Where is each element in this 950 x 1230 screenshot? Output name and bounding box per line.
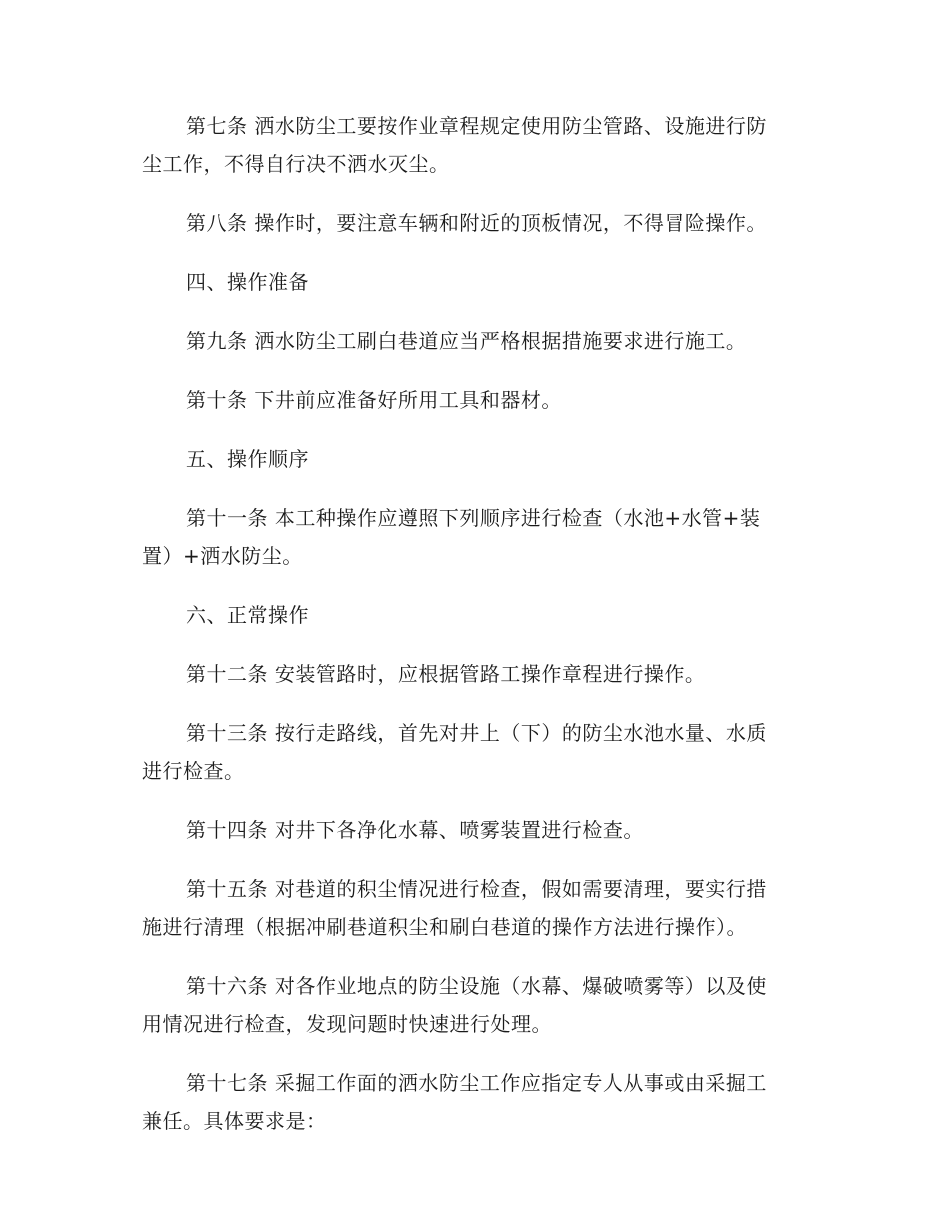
paragraph-article-14: [142, 811, 808, 849]
paragraph-line: 第十七条 采掘工作面的洒水防尘工作应指定专人从事或由采掘工: [186, 1071, 767, 1095]
paragraph-line: 用情况进行检查，发现问题时快速进行处理。: [142, 1012, 552, 1036]
paragraph-article-7: [142, 107, 808, 183]
paragraph-line: 第八条 操作时，要注意车辆和附近的顶板情况，不得冒险操作。: [186, 211, 767, 235]
paragraph-line: 第九条 洒水防尘工刷白巷道应当严格根据措施要求进行施工。: [186, 329, 747, 353]
paragraph-article-15: [142, 870, 808, 946]
paragraph-line: 施进行清理（根据冲刷巷道积尘和刷白巷道的操作方法进行操作）。: [142, 915, 747, 939]
paragraph-line: 第十六条 对各作业地点的防尘设施（水幕、爆破喷雾等）以及使: [186, 974, 767, 998]
paragraph-line: 第十一条 本工种操作应遵照下列顺序进行检查（水池+水管+装: [186, 506, 761, 530]
paragraph-article-13: [142, 714, 808, 790]
document-body: [142, 107, 808, 1161]
heading-line: 四、操作准备: [186, 270, 309, 294]
paragraph-line: 第十三条 按行走路线，首先对井上（下）的防尘水池水量、水质: [186, 721, 767, 745]
paragraph-line: 第十五条 对巷道的积尘情况进行检查，假如需要清理，要实行措: [186, 877, 767, 901]
paragraph-article-12: [142, 655, 808, 693]
paragraph-article-9: [142, 322, 808, 360]
paragraph-article-8: [142, 204, 808, 242]
paragraph-line: 进行检查。: [142, 759, 245, 783]
paragraph-article-10: [142, 381, 808, 419]
paragraph-article-17: [142, 1064, 808, 1140]
section-heading-operation-sequence: [142, 440, 808, 478]
paragraph-line: 第七条 洒水防尘工要按作业章程规定使用防尘管路、设施进行防: [186, 114, 767, 138]
paragraph-article-11: [142, 499, 808, 575]
heading-line: 六、正常操作: [186, 603, 309, 627]
section-heading-normal-operation: [142, 596, 808, 634]
paragraph-article-16: [142, 967, 808, 1043]
section-heading-operation-preparation: [142, 263, 808, 301]
heading-line: 五、操作顺序: [186, 447, 309, 471]
paragraph-line: 置）+洒水防尘。: [142, 544, 303, 568]
paragraph-line: 第十四条 对井下各净化水幕、喷雾装置进行检查。: [186, 818, 644, 842]
paragraph-line: 第十条 下井前应准备好所用工具和器材。: [186, 388, 562, 412]
paragraph-line: 尘工作，不得自行决不洒水灭尘。: [142, 152, 450, 176]
paragraph-line: 第十二条 安装管路时，应根据管路工操作章程进行操作。: [186, 662, 706, 686]
paragraph-line: 兼任。具体要求是：: [142, 1109, 327, 1133]
